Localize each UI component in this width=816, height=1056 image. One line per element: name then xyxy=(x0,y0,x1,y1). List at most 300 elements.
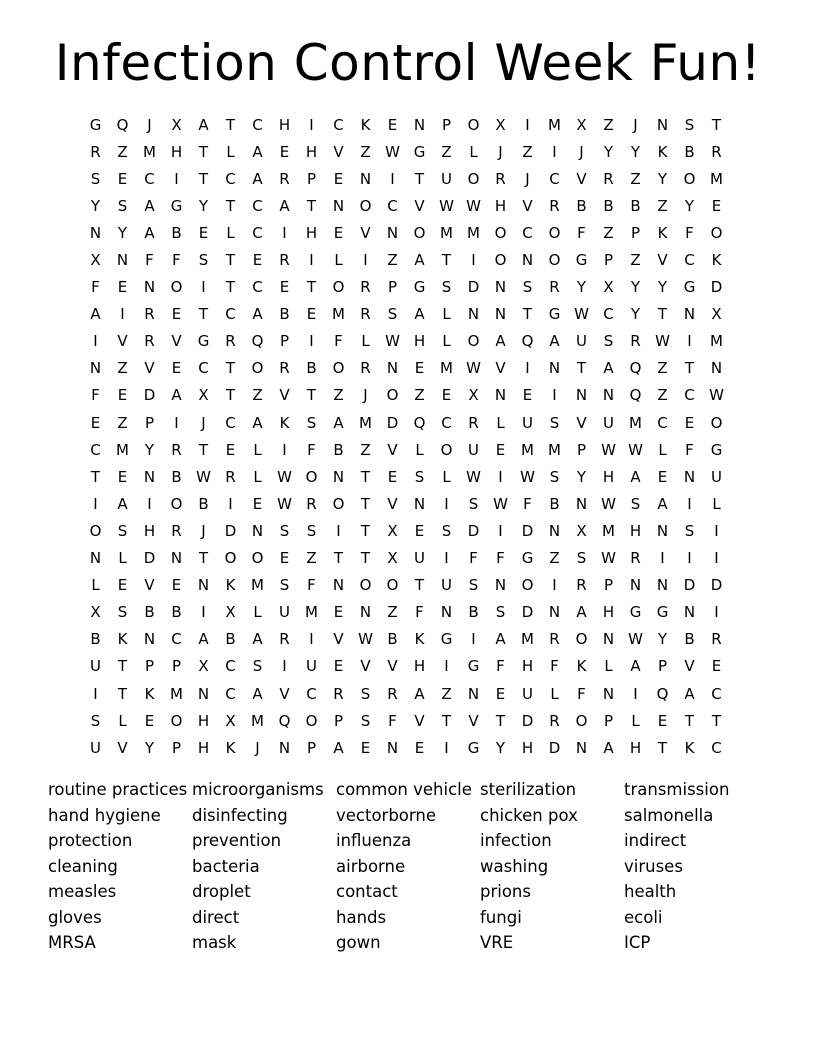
grid-letter: U xyxy=(90,657,101,676)
grid-letter: O xyxy=(521,576,534,595)
grid-letter: C xyxy=(144,169,155,188)
grid-letter: N xyxy=(629,576,642,595)
grid-letter: S xyxy=(522,278,533,297)
grid-letter: S xyxy=(279,576,290,595)
grid-letter: N xyxy=(575,738,588,757)
grid-letter: L xyxy=(712,494,721,513)
grid-letter: F xyxy=(577,223,586,242)
grid-letter: A xyxy=(252,413,263,432)
grid-letter: R xyxy=(630,549,641,568)
grid-letter: U xyxy=(468,440,479,459)
grid-letter: I xyxy=(498,521,503,540)
word-list-item: ICP xyxy=(624,933,651,952)
grid-letter: V xyxy=(171,332,182,351)
grid-letter: Q xyxy=(629,359,642,378)
grid-letter: M xyxy=(305,603,318,622)
grid-letter: Z xyxy=(657,359,668,378)
grid-letter: W xyxy=(655,332,670,351)
grid-letter: R xyxy=(360,305,371,324)
grid-letter: W xyxy=(574,305,589,324)
grid-letter: I xyxy=(552,576,557,595)
grid-letter: E xyxy=(495,684,506,703)
grid-letter: F xyxy=(91,278,100,297)
grid-letter: E xyxy=(117,278,128,297)
grid-letter: C xyxy=(306,684,317,703)
grid-letter: Y xyxy=(657,630,668,649)
grid-letter: M xyxy=(602,521,615,540)
grid-letter: A xyxy=(252,169,263,188)
grid-letter: Z xyxy=(441,142,452,161)
grid-letter: P xyxy=(171,738,182,757)
grid-letter: Y xyxy=(90,196,101,215)
grid-letter: U xyxy=(711,467,722,486)
grid-letter: T xyxy=(495,711,506,730)
grid-letter: L xyxy=(253,467,262,486)
grid-letter: Y xyxy=(657,169,668,188)
grid-letter: A xyxy=(603,738,614,757)
grid-letter: T xyxy=(360,549,371,568)
grid-letter: N xyxy=(413,115,426,134)
grid-letter: T xyxy=(225,115,236,134)
grid-letter: T xyxy=(117,684,128,703)
grid-letter: B xyxy=(576,196,587,215)
grid-letter: O xyxy=(683,169,696,188)
grid-letter: W xyxy=(385,142,400,161)
grid-letter: L xyxy=(118,711,127,730)
grid-letter: J xyxy=(633,115,638,134)
grid-letter: D xyxy=(143,549,156,568)
grid-letter: I xyxy=(201,603,206,622)
grid-letter: E xyxy=(171,305,182,324)
grid-letter: L xyxy=(253,603,262,622)
grid-letter: S xyxy=(279,521,290,540)
grid-letter: U xyxy=(603,413,614,432)
grid-spacer xyxy=(730,111,757,138)
grid-spacer xyxy=(730,165,757,192)
grid-letter: O xyxy=(575,630,588,649)
grid-letter: Z xyxy=(441,684,452,703)
grid-letter: Z xyxy=(387,251,398,270)
grid-letter: K xyxy=(657,142,668,161)
grid-letter: G xyxy=(467,657,480,676)
grid-letter: S xyxy=(684,521,695,540)
grid-letter: F xyxy=(334,332,343,351)
grid-letter: I xyxy=(309,115,314,134)
grid-letter: H xyxy=(197,711,210,730)
grid-letter: R xyxy=(279,251,290,270)
grid-letter: Y xyxy=(117,223,128,242)
word-list-item: sterilization xyxy=(480,780,577,799)
grid-letter: O xyxy=(332,359,345,378)
grid-letter: F xyxy=(307,440,316,459)
grid-letter: F xyxy=(415,603,424,622)
grid-letter: W xyxy=(385,332,400,351)
grid-letter: I xyxy=(633,684,638,703)
grid-letter: W xyxy=(277,494,292,513)
grid-letter: T xyxy=(225,251,236,270)
grid-letter: P xyxy=(657,657,668,676)
grid-letter: H xyxy=(602,467,615,486)
grid-letter: N xyxy=(521,251,534,270)
grid-letter: A xyxy=(603,359,614,378)
word-list-item: salmonella xyxy=(624,805,714,825)
grid-letter: P xyxy=(603,576,614,595)
grid-letter: Y xyxy=(630,142,641,161)
grid-letter: S xyxy=(684,115,695,134)
grid-letter: Y xyxy=(630,278,641,297)
grid-letter: E xyxy=(333,657,344,676)
grid-letter: L xyxy=(226,223,235,242)
grid-letter: N xyxy=(710,359,723,378)
grid-letter: N xyxy=(359,169,372,188)
grid-letter: O xyxy=(386,386,399,405)
grid-letter: M xyxy=(440,223,453,242)
grid-letter: S xyxy=(198,251,209,270)
grid-letter: J xyxy=(525,169,530,188)
grid-letter: N xyxy=(467,305,480,324)
grid-letter: C xyxy=(225,657,236,676)
grid-letter: I xyxy=(687,332,692,351)
grid-spacer xyxy=(730,301,757,328)
grid-letter: J xyxy=(201,413,206,432)
grid-letter: W xyxy=(628,440,643,459)
grid-letter: T xyxy=(198,305,209,324)
word-list-item: measles xyxy=(48,882,117,901)
grid-letter: K xyxy=(117,630,128,649)
grid-letter: D xyxy=(710,278,723,297)
grid-letter: V xyxy=(414,711,425,730)
grid-letter: P xyxy=(387,278,398,297)
grid-letter: K xyxy=(144,684,155,703)
grid-letter: X xyxy=(90,251,101,270)
grid-letter: J xyxy=(498,142,503,161)
word-list-item: infection xyxy=(480,831,552,850)
grid-letter: E xyxy=(684,413,695,432)
grid-letter: J xyxy=(255,738,260,757)
word-list-item: transmission xyxy=(624,780,730,799)
grid-letter: T xyxy=(90,467,101,486)
grid-letter: Z xyxy=(306,549,317,568)
grid-letter: S xyxy=(306,521,317,540)
grid-letter: I xyxy=(282,440,287,459)
grid-letter: E xyxy=(522,386,533,405)
grid-letter: I xyxy=(336,521,341,540)
grid-letter: T xyxy=(684,711,695,730)
grid-letter: N xyxy=(494,278,507,297)
grid-letter: W xyxy=(277,467,292,486)
grid-letter: N xyxy=(332,576,345,595)
grid-letter: Z xyxy=(603,115,614,134)
grid-letter: N xyxy=(683,467,696,486)
grid-letter: G xyxy=(170,196,183,215)
grid-letter: H xyxy=(305,223,318,242)
grid-letter: V xyxy=(144,359,155,378)
grid-letter: V xyxy=(117,332,128,351)
word-list-item: chicken pox xyxy=(480,805,578,825)
grid-letter: C xyxy=(225,684,236,703)
grid-letter: I xyxy=(552,142,557,161)
grid-letter: Y xyxy=(576,467,587,486)
grid-letter: O xyxy=(305,711,318,730)
word-list-item: prevention xyxy=(192,831,282,850)
grid-letter: T xyxy=(441,711,452,730)
grid-letter: T xyxy=(576,359,587,378)
grid-letter: Y xyxy=(144,738,155,757)
word-list-item: hands xyxy=(336,907,387,927)
grid-letter: G xyxy=(710,440,723,459)
grid-letter: M xyxy=(521,630,534,649)
grid-letter: N xyxy=(656,521,669,540)
grid-spacer xyxy=(730,680,757,707)
grid-letter: N xyxy=(494,386,507,405)
grid-letter: U xyxy=(441,576,452,595)
grid-spacer xyxy=(730,219,757,246)
grid-letter: P xyxy=(630,223,641,242)
grid-letter: O xyxy=(251,549,264,568)
grid-letter: N xyxy=(683,305,696,324)
grid-letter: E xyxy=(198,223,209,242)
grid-letter: B xyxy=(387,630,398,649)
grid-letter: R xyxy=(279,359,290,378)
grid-letter: G xyxy=(413,278,426,297)
grid-letter: E xyxy=(117,386,128,405)
grid-letter: Y xyxy=(198,196,209,215)
grid-letter: Z xyxy=(522,142,533,161)
grid-letter: P xyxy=(171,657,182,676)
grid-letter: S xyxy=(549,467,560,486)
grid-letter: W xyxy=(601,440,616,459)
grid-letter: Y xyxy=(603,142,614,161)
grid-letter: R xyxy=(171,521,182,540)
grid-letter: O xyxy=(332,494,345,513)
grid-spacer xyxy=(730,599,757,626)
grid-letter: R xyxy=(495,169,506,188)
grid-letter: R xyxy=(711,142,722,161)
grid-letter: N xyxy=(602,386,615,405)
grid-letter: T xyxy=(522,305,533,324)
grid-letter: R xyxy=(360,359,371,378)
grid-letter: H xyxy=(170,142,183,161)
grid-letter: X xyxy=(198,657,209,676)
grid-letter: J xyxy=(201,521,206,540)
grid-spacer xyxy=(730,517,757,544)
grid-letter: I xyxy=(687,549,692,568)
grid-letter: T xyxy=(657,305,668,324)
grid-letter: Z xyxy=(360,440,371,459)
grid-letter: R xyxy=(333,684,344,703)
grid-letter: F xyxy=(496,657,505,676)
grid-letter: R xyxy=(306,494,317,513)
grid-letter: S xyxy=(576,549,587,568)
grid-letter: O xyxy=(710,223,723,242)
grid-letter: A xyxy=(630,657,641,676)
grid-letter: T xyxy=(360,494,371,513)
grid-letter: V xyxy=(576,169,587,188)
grid-letter: P xyxy=(279,332,290,351)
grid-letter: K xyxy=(414,630,425,649)
grid-letter: I xyxy=(444,494,449,513)
grid-letter: F xyxy=(145,251,154,270)
grid-letter: C xyxy=(711,684,722,703)
grid-letter: I xyxy=(444,549,449,568)
grid-letter: Z xyxy=(630,251,641,270)
grid-letter: K xyxy=(225,576,236,595)
grid-letter: D xyxy=(683,576,696,595)
grid-letter: H xyxy=(602,603,615,622)
grid-letter: Y xyxy=(144,440,155,459)
grid-letter: O xyxy=(170,711,183,730)
word-list-item: prions xyxy=(480,882,531,901)
grid-letter: Q xyxy=(413,413,426,432)
grid-letter: R xyxy=(279,630,290,649)
grid-letter: Y xyxy=(495,738,506,757)
grid-letter: H xyxy=(494,196,507,215)
grid-letter: Y xyxy=(684,196,695,215)
word-list-item: routine practices xyxy=(48,780,188,799)
grid-letter: W xyxy=(601,549,616,568)
grid-letter: K xyxy=(657,223,668,242)
grid-letter: Z xyxy=(333,386,344,405)
grid-letter: T xyxy=(306,196,317,215)
grid-letter: I xyxy=(552,386,557,405)
word-list-item: contact xyxy=(336,882,398,901)
grid-letter: S xyxy=(495,603,506,622)
grid-letter: E xyxy=(117,576,128,595)
grid-letter: E xyxy=(414,359,425,378)
grid-letter: L xyxy=(496,413,505,432)
grid-letter: M xyxy=(548,115,561,134)
grid-letter: F xyxy=(523,494,532,513)
grid-letter: L xyxy=(658,440,667,459)
grid-letter: B xyxy=(684,142,695,161)
word-list-item: droplet xyxy=(192,882,251,901)
grid-letter: H xyxy=(629,738,642,757)
grid-spacer xyxy=(730,436,757,463)
grid-letter: O xyxy=(170,494,183,513)
grid-letter: Z xyxy=(657,386,668,405)
grid-letter: C xyxy=(225,305,236,324)
grid-letter: O xyxy=(386,576,399,595)
grid-letter: U xyxy=(306,657,317,676)
grid-letter: A xyxy=(495,332,506,351)
grid-letter: Y xyxy=(576,278,587,297)
grid-spacer xyxy=(730,328,757,355)
grid-letter: A xyxy=(117,494,128,513)
grid-letter: V xyxy=(468,711,479,730)
grid-letter: X xyxy=(576,521,587,540)
grid-letter: Q xyxy=(278,711,291,730)
grid-letter: N xyxy=(116,251,129,270)
grid-letter: C xyxy=(225,413,236,432)
grid-letter: L xyxy=(631,711,640,730)
word-list-item: direct xyxy=(192,907,240,927)
grid-spacer xyxy=(730,409,757,436)
grid-letter: R xyxy=(468,413,479,432)
grid-letter: Z xyxy=(630,169,641,188)
grid-letter: I xyxy=(390,169,395,188)
grid-spacer xyxy=(730,192,757,219)
grid-letter: M xyxy=(467,223,480,242)
grid-letter: D xyxy=(521,603,534,622)
grid-letter: D xyxy=(548,738,561,757)
grid-letter: K xyxy=(279,413,290,432)
grid-letter: A xyxy=(549,332,560,351)
grid-letter: R xyxy=(171,440,182,459)
grid-letter: E xyxy=(387,467,398,486)
grid-letter: U xyxy=(441,169,452,188)
grid-letter: N xyxy=(440,603,453,622)
grid-letter: E xyxy=(414,738,425,757)
grid-letter: R xyxy=(711,630,722,649)
grid-letter: P xyxy=(144,413,155,432)
word-list-item: cleaning xyxy=(48,856,118,876)
grid-letter: N xyxy=(602,630,615,649)
grid-letter: H xyxy=(413,332,426,351)
grid-letter: O xyxy=(332,278,345,297)
grid-letter: U xyxy=(414,549,425,568)
grid-spacer xyxy=(730,653,757,680)
grid-letter: V xyxy=(279,684,290,703)
grid-letter: M xyxy=(359,413,372,432)
grid-letter: T xyxy=(198,169,209,188)
grid-letter: F xyxy=(469,549,478,568)
grid-letter: M xyxy=(629,413,642,432)
grid-spacer xyxy=(730,545,757,572)
grid-letter: S xyxy=(468,576,479,595)
grid-letter: V xyxy=(387,494,398,513)
grid-letter: A xyxy=(252,630,263,649)
grid-letter: B xyxy=(225,630,236,649)
word-list-item: microorganisms xyxy=(192,780,324,799)
grid-letter: B xyxy=(333,440,344,459)
grid-letter: W xyxy=(709,386,724,405)
word-list-item: MRSA xyxy=(48,933,96,952)
grid-letter: N xyxy=(143,467,156,486)
word-list-item: VRE xyxy=(480,933,514,952)
grid-letter: B xyxy=(171,603,182,622)
grid-letter: O xyxy=(467,169,480,188)
grid-letter: B xyxy=(171,223,182,242)
grid-letter: X xyxy=(495,115,506,134)
grid-letter: L xyxy=(334,251,343,270)
grid-letter: N xyxy=(683,603,696,622)
grid-letter: N xyxy=(89,223,102,242)
grid-letter: O xyxy=(575,711,588,730)
grid-letter: A xyxy=(657,494,668,513)
grid-letter: I xyxy=(660,549,665,568)
grid-letter: V xyxy=(657,251,668,270)
grid-letter: T xyxy=(198,549,209,568)
grid-letter: B xyxy=(171,467,182,486)
grid-letter: Z xyxy=(252,386,263,405)
word-list-item: common vehicle xyxy=(336,780,472,799)
word-list-item: vectorborne xyxy=(336,805,437,825)
grid-letter: A xyxy=(279,196,290,215)
grid-letter: I xyxy=(714,603,719,622)
grid-letter: X xyxy=(225,603,236,622)
grid-letter: S xyxy=(414,467,425,486)
grid-letter: G xyxy=(440,630,453,649)
grid-letter: V xyxy=(387,657,398,676)
grid-letter: N xyxy=(656,115,669,134)
grid-letter: X xyxy=(198,386,209,405)
grid-letter: Y xyxy=(657,278,668,297)
grid-letter: V xyxy=(333,630,344,649)
grid-letter: P xyxy=(333,711,344,730)
grid-letter: T xyxy=(657,738,668,757)
grid-letter: Q xyxy=(629,386,642,405)
grid-letter: X xyxy=(387,549,398,568)
